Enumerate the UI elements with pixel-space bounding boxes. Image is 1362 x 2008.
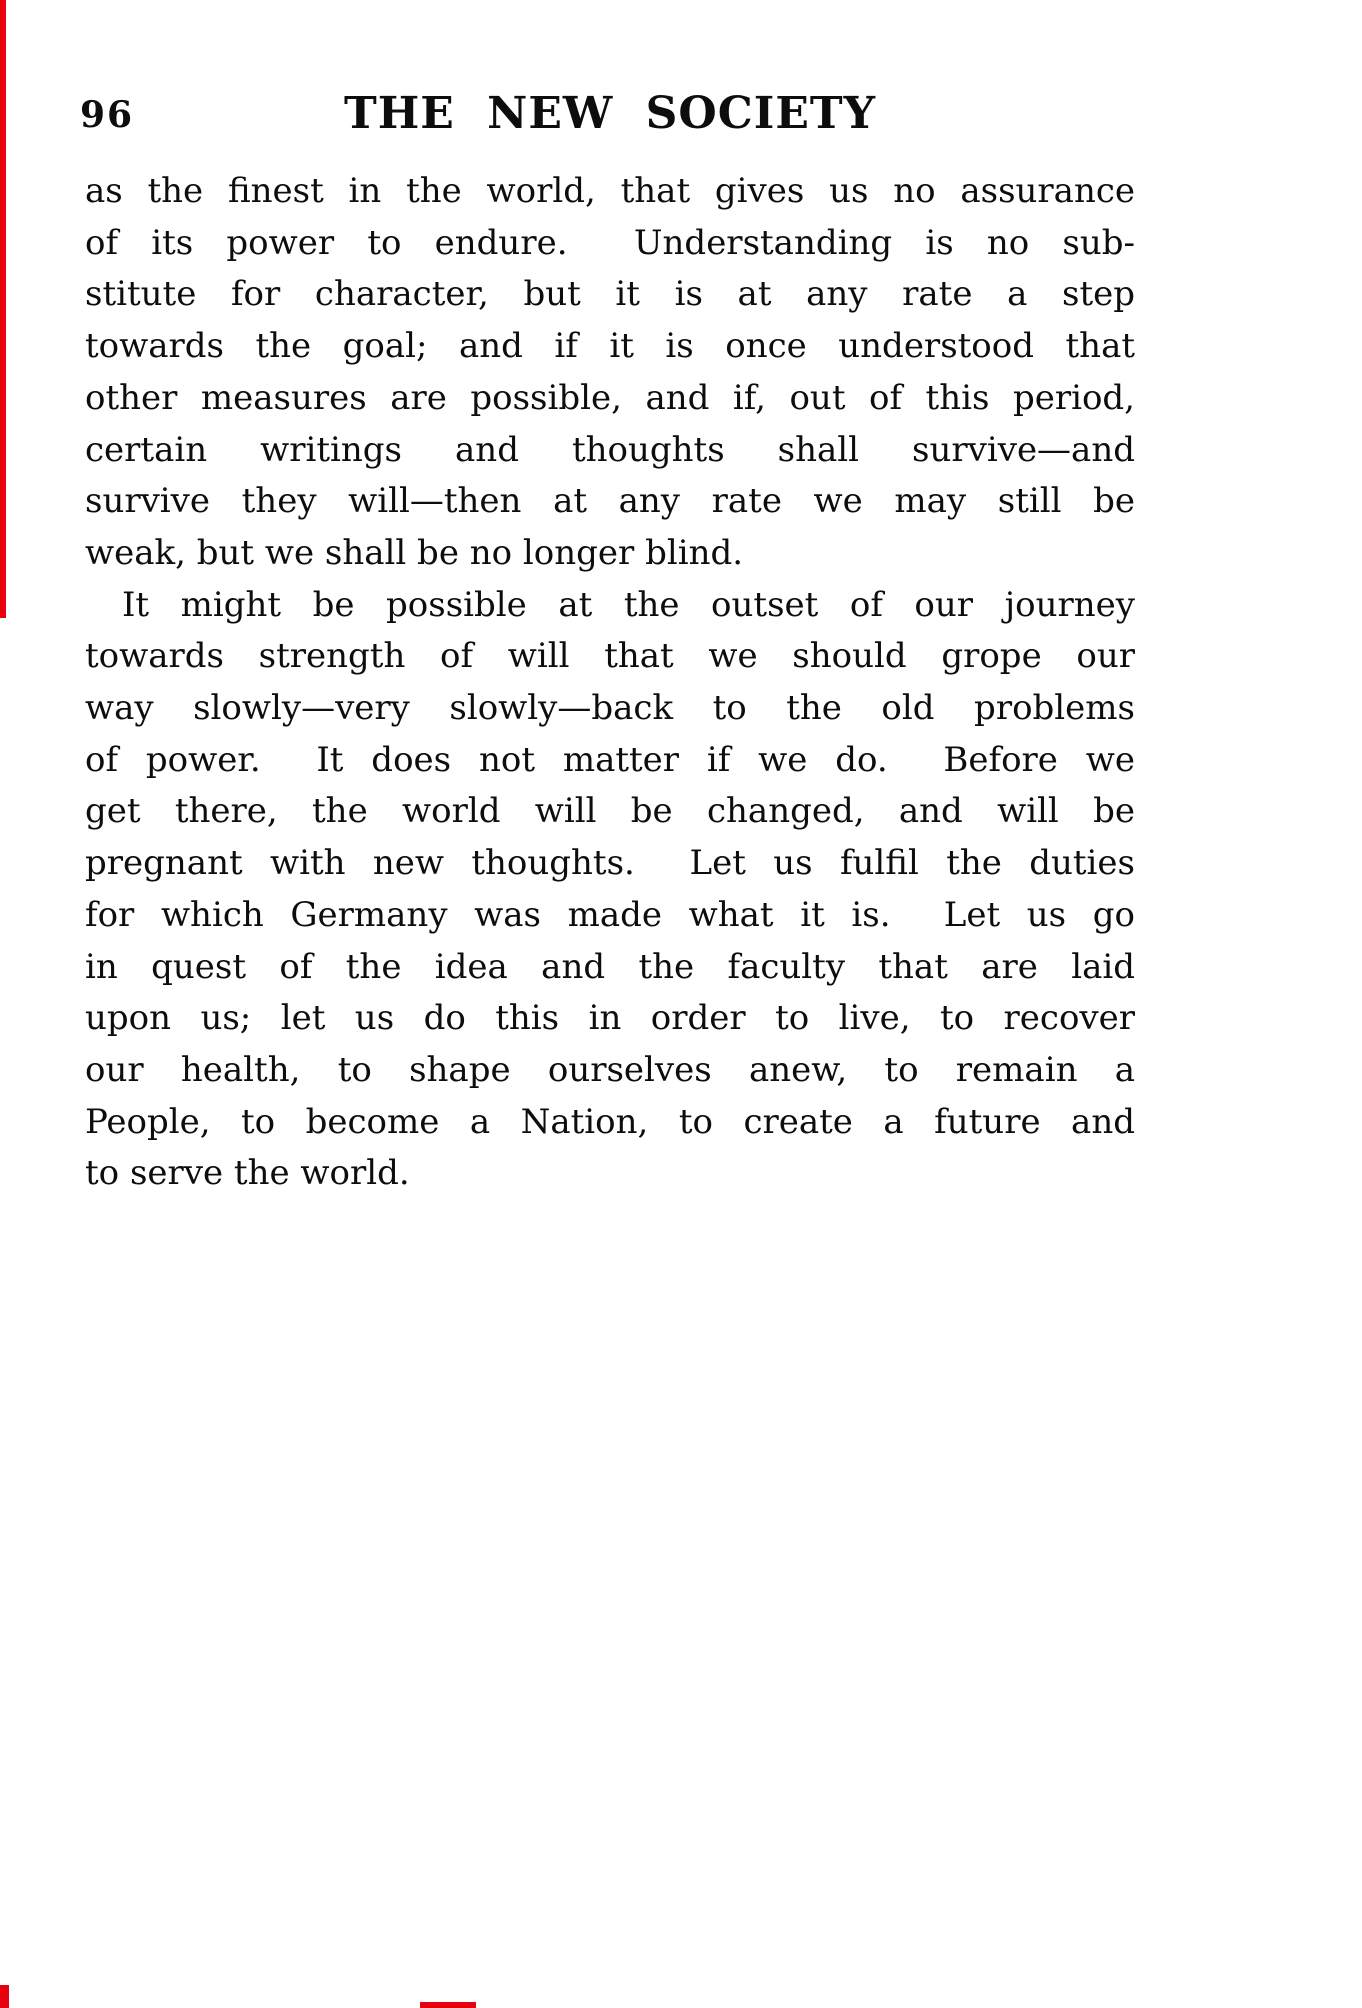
text-line: upon us; let us do this in order to live, to recover bbox=[85, 998, 1135, 1039]
paragraph-1 bbox=[85, 166, 1135, 580]
text-line: get there, the world will be changed, and will be bbox=[85, 791, 1135, 832]
text-line: to serve the world. bbox=[85, 1153, 410, 1194]
scan-artifact-bottom-edge bbox=[420, 2002, 476, 2008]
text-line: towards strength of will that we should grope our bbox=[85, 636, 1135, 677]
text-line: for which Germany was made what it is. Let us go bbox=[85, 894, 1135, 935]
text-line: towards the goal; and if it is once understood that bbox=[85, 326, 1135, 367]
text-line: stitute for character, but it is at any rate a step bbox=[85, 274, 1135, 315]
text-line: It might be possible at the outset of our journey bbox=[122, 584, 1135, 625]
running-head-title: THE NEW SOCIETY bbox=[343, 88, 877, 139]
text-line: in quest of the idea and the faculty that are laid bbox=[85, 946, 1135, 987]
text-line: way slowly—very slowly—back to the old problems bbox=[85, 688, 1135, 729]
scan-artifact-bottom-left-corner bbox=[0, 1985, 9, 2008]
text-line: People, to become a Nation, to create a future and bbox=[85, 1101, 1135, 1142]
text-line: pregnant with new thoughts. Let us fulfil the duties bbox=[85, 843, 1135, 884]
page-body-text bbox=[85, 166, 1135, 1200]
text-line: other measures are possible, and if, out of this period, bbox=[85, 377, 1135, 418]
page-number: 96 bbox=[80, 94, 135, 136]
page-header bbox=[80, 88, 1135, 144]
scan-artifact-left-edge bbox=[0, 0, 6, 618]
text-line: weak, but we shall be no longer blind. bbox=[85, 532, 744, 573]
text-line: certain writings and thoughts shall survive—and bbox=[85, 429, 1135, 470]
text-line: survive they will—then at any rate we may still be bbox=[85, 481, 1135, 522]
paragraph-2 bbox=[85, 580, 1135, 1200]
text-line: of its power to endure. Understanding is no sub- bbox=[85, 222, 1135, 263]
text-line: our health, to shape ourselves anew, to remain a bbox=[85, 1049, 1135, 1090]
text-line: of power. It does not matter if we do. Before we bbox=[85, 739, 1135, 780]
text-line: as the finest in the world, that gives us no assurance bbox=[85, 171, 1135, 211]
